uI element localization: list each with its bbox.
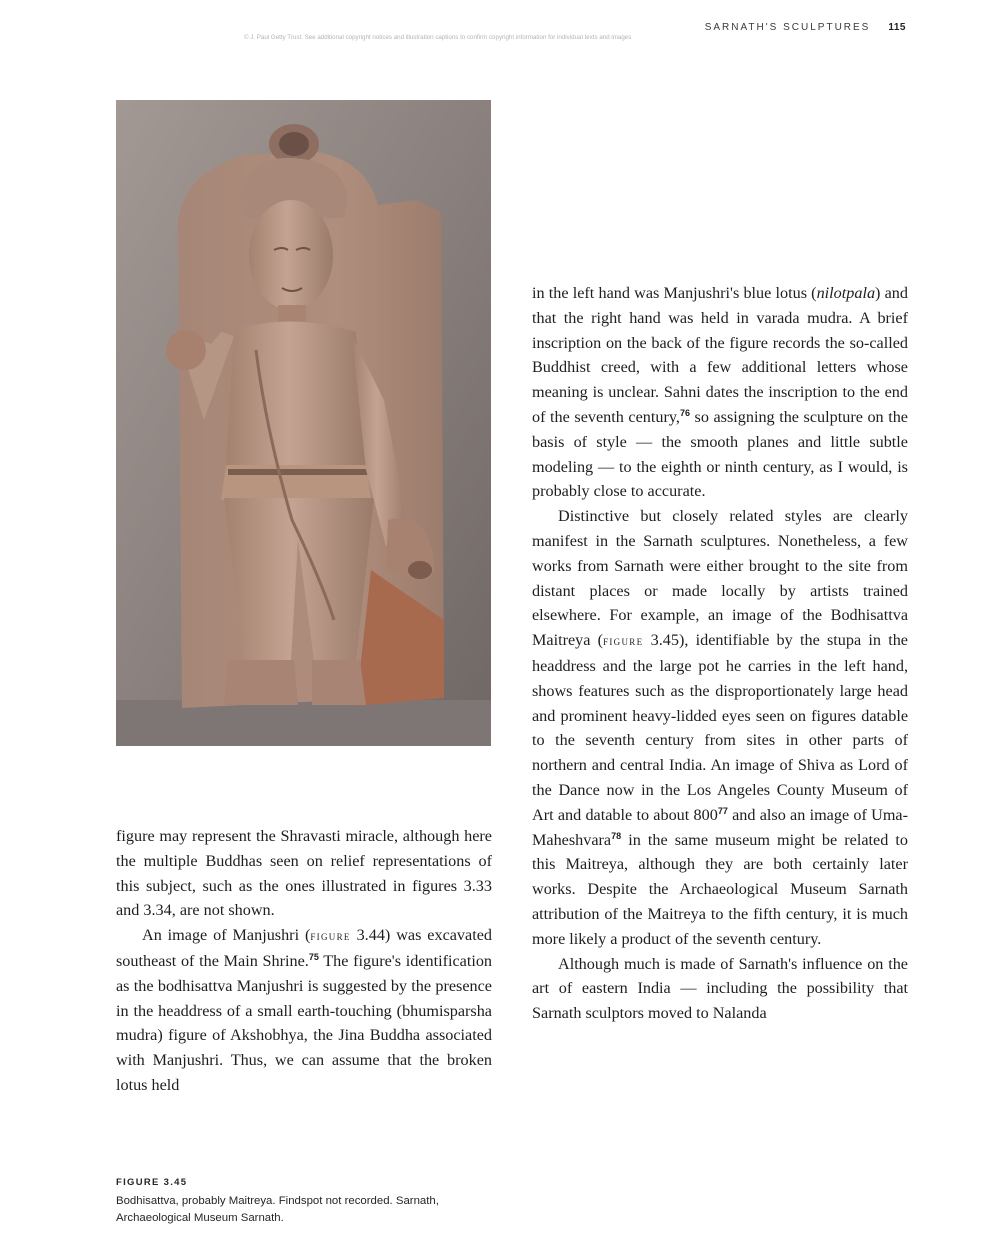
italic-term: nilotpala	[816, 284, 876, 302]
sculpture-illustration	[116, 100, 491, 746]
text-span: 3.44) was excavated southeast of the Main Shrine.	[116, 926, 492, 970]
text-span: and also an image of Uma-Maheshvara	[532, 805, 908, 849]
figure-reference: figure	[603, 633, 644, 649]
right-paragraph-1	[532, 281, 908, 504]
left-text-column	[116, 824, 492, 1098]
right-paragraph-3: Although much is made of Sarnath's influence on the art of eastern India — including the possibility that Sarnath sculptors moved to Nalanda	[532, 954, 908, 1023]
left-paragraph-1: figure may represent the Shravasti miracle, although here the multiple Buddhas seen on relief representations of this subject, such as the ones illustrated in figures 3.33 and 3.34, are not shown.	[116, 827, 492, 920]
text-span: in the same museum might be related to this Maitreya, although they are both certainly later works. Despite the Archaeological Museum Sarnath attribution of the Maitreya to the fifth century, it is much more likely a product of the seventh century.	[532, 830, 908, 948]
caption-line-2: Archaeological Museum Sarnath.	[116, 1212, 284, 1224]
page-number: 115	[888, 22, 906, 33]
figure-caption	[116, 1174, 496, 1227]
footnote-ref-76[interactable]: 76	[679, 407, 690, 418]
caption-line-1: Bodhisattva, probably Maitreya. Findspot not recorded. Sarnath,	[116, 1195, 439, 1207]
text-span: 3.45), identifiable by the stupa in the headdress and the large pot he carries in the left hand, shows features such as the disproportionately large head and prominent heavy-lidded eyes seen on figures datable to the seventh century from sites in other parts of northern and central India. An image of Shiva as Lord of the Dance now in the Los Angeles County Museum of Art and datable to about 800	[532, 631, 908, 824]
text-span: Distinctive but closely related styles are clearly manifest in the Sarnath sculptures. Nonetheless, a few works from Sarnath were either brought to the site from distant places or made locally by artists trained elsewhere. For example, an image of the Bodhisattva Maitreya (	[532, 507, 908, 650]
footnote-ref-75[interactable]: 75	[308, 951, 319, 962]
figure-reference: figure	[310, 928, 351, 944]
text-span: ) and that the right hand was held in varada mudra. A brief inscription on the back of the figure records the so-called Buddhist creed, with a few additional letters whose meaning is unclear. Sahni dates the inscription to the end of the seventh century,	[532, 284, 908, 426]
running-head	[705, 22, 906, 33]
text-span: so assigning the sculpture on the basis of style — the smooth planes and little subtle modeling — to the eighth or ninth century, as I would, is probably close to accurate.	[532, 407, 908, 501]
caption-label: FIGURE 3.45	[116, 1177, 188, 1188]
text-span: An image of Manjushri (	[142, 926, 311, 945]
footnote-ref-77[interactable]: 77	[717, 805, 728, 816]
running-title: SARNATH'S SCULPTURES	[704, 22, 871, 33]
right-text-column	[532, 281, 908, 1026]
copyright-notice: © J. Paul Getty Trust: See additional copyright notices and illustration captions to confirm copyright information for individual texts and images	[244, 34, 632, 41]
text-span: The figure's identification as the bodhisattva Manjushri is suggested by the presence in the headdress of a small earth-touching (bhumisparsha mudra) figure of Akshobhya, the Jina Buddha associated with Manjushri. Thus, we can assume that the broken lotus held	[116, 951, 493, 1094]
figure-photo-maitreya	[116, 100, 491, 746]
footnote-ref-78[interactable]: 78	[611, 830, 622, 841]
left-paragraph-2	[116, 923, 492, 1098]
right-paragraph-2	[532, 504, 908, 951]
text-span: in the left hand was Manjushri's blue lotus (	[532, 284, 817, 302]
